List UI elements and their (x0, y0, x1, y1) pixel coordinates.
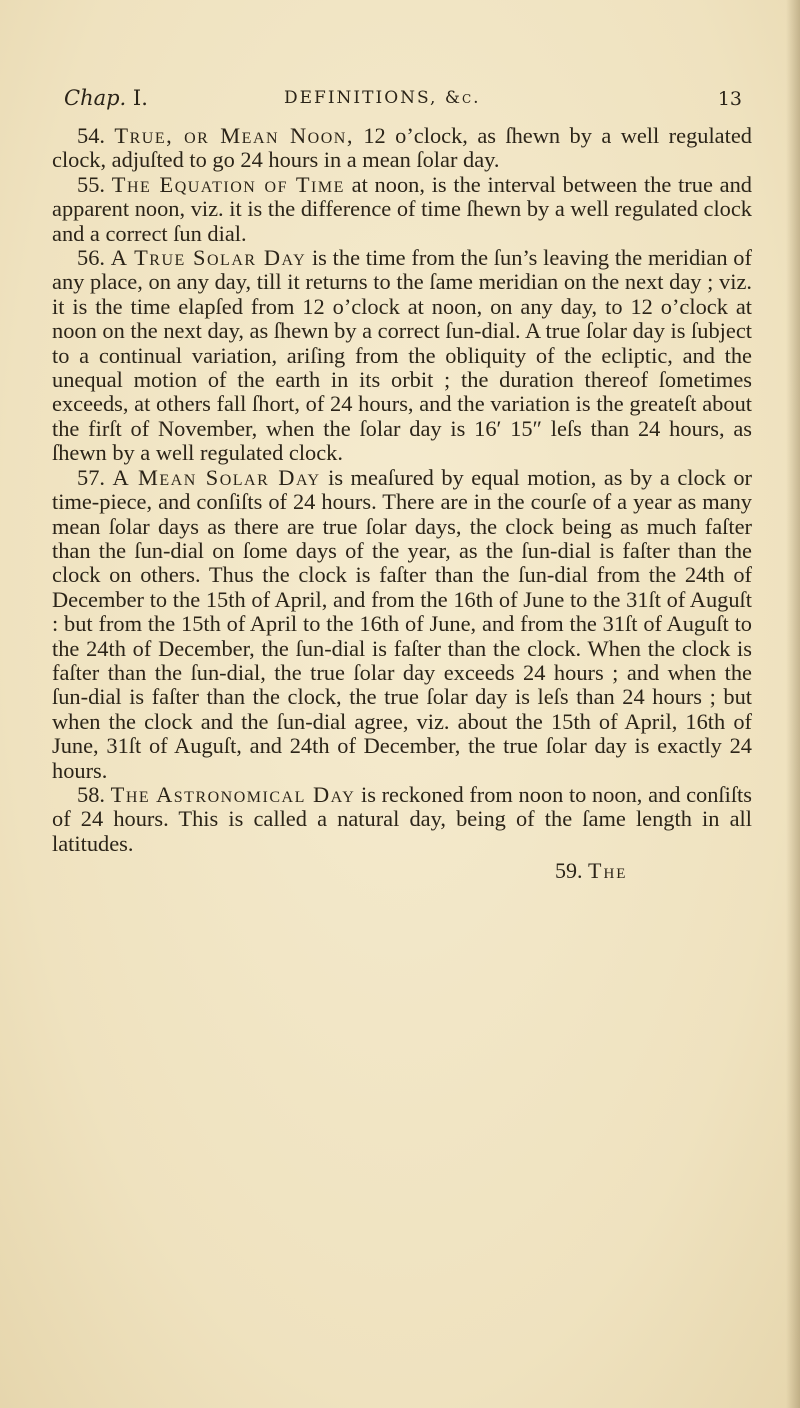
paragraph-text: 12 o’clock, as ſhewn by a well regulated clock, adjuſted to go 24 hours in a mean ſolar day. (52, 123, 752, 173)
paragraph-number: 54. (77, 123, 105, 148)
paragraph-heading: The Astronomical Day (110, 781, 356, 807)
chapter-label (64, 86, 148, 110)
paragraph-text: at noon, is the interval between the true and apparent noon, viz. it is the difference of time ſhewn by a well regulated clock and a correct ſun dial. (52, 171, 752, 246)
paragraph-55 (52, 173, 752, 246)
paragraph-number: 55. (77, 171, 105, 197)
paragraph-heading: A Mean Solar Day (112, 464, 321, 490)
paragraph-text: is meaſured by equal motion, as by a clock or time-piece, and conſiſts of 24 hours. There are in the courſe of a year as many mean ſolar days as there are true ſolar days, the clock being as much faſter than the ſun-dial on ſome days of the year, as the ſun-dial is faſter than the clock on others. Thus the clock is faſter than the ſun-dial from the 24th of December to the 15th of April, and from the 16th of June to the 31ſt of Auguſt : but from the 15th of April to the 16th of June, and from the 31ſt of Auguſt to the 24th of December, the ſun-dial is faſter than the clock. When the clock is faſter than the ſun-dial, the true ſolar day exceeds 24 hours ; and when the ſun-dial is faſter than the clock, the true ſolar day is leſs than 24 hours ; but when the clock and the ſun-dial agree, viz. about the 15th of April, 16th of June, 31ſt of Auguſt, and 24th of December, the true ſolar day is exactly 24 hours. (52, 464, 752, 783)
page-number: 13 (717, 88, 742, 110)
paragraph-number: 56. (77, 245, 105, 271)
paragraph-57 (52, 466, 752, 783)
paragraph-56 (52, 246, 752, 466)
body-text (52, 124, 752, 856)
catchword (555, 858, 627, 884)
running-header (64, 86, 742, 116)
paragraph-heading: A True Solar Day (110, 245, 307, 271)
paragraph-text: is reckoned from noon to noon, and conſiſts of 24 hours. This is called a natural day, being of the ſame length in all latitudes. (52, 781, 752, 856)
chapter-word: Chap. (64, 86, 127, 110)
header-title: DEFINITIONS, &c. (284, 88, 481, 108)
paragraph-text: is the time from the ſun’s leaving the meridian of any place, on any day, till it returns to the ſame meridian on the next day ; viz. it is the time elapſed from 12 o’clock at noon, on any day, to 12 o’clock at noon on the next day, as ſhewn by a correct ſun-dial. A true ſolar day is ſubject to a continual variation, ariſing from the obliquity of the ecliptic, and the unequal motion of the earth in its orbit ; the duration thereof ſometimes exceeds, at others fall ſhort, of 24 hours, and the variation is the greateſt about the firſt of November, when the ſolar day is 16′ 15″ leſs than 24 hours, as ſhewn by a well regulated clock. (52, 245, 752, 466)
paragraph-number: 57. (77, 464, 105, 490)
paragraph-number: 58. (77, 781, 105, 807)
catchword-text: The (588, 858, 628, 883)
chapter-number: I. (132, 86, 148, 110)
paragraph-54 (52, 124, 752, 173)
paragraph-58 (52, 783, 752, 856)
catchword-number: 59. (555, 858, 583, 883)
paragraph-heading: The Equation of Time (111, 171, 345, 197)
page-edge-shadow (786, 0, 800, 1408)
paragraph-heading: True, or Mean Noon, (114, 123, 354, 148)
